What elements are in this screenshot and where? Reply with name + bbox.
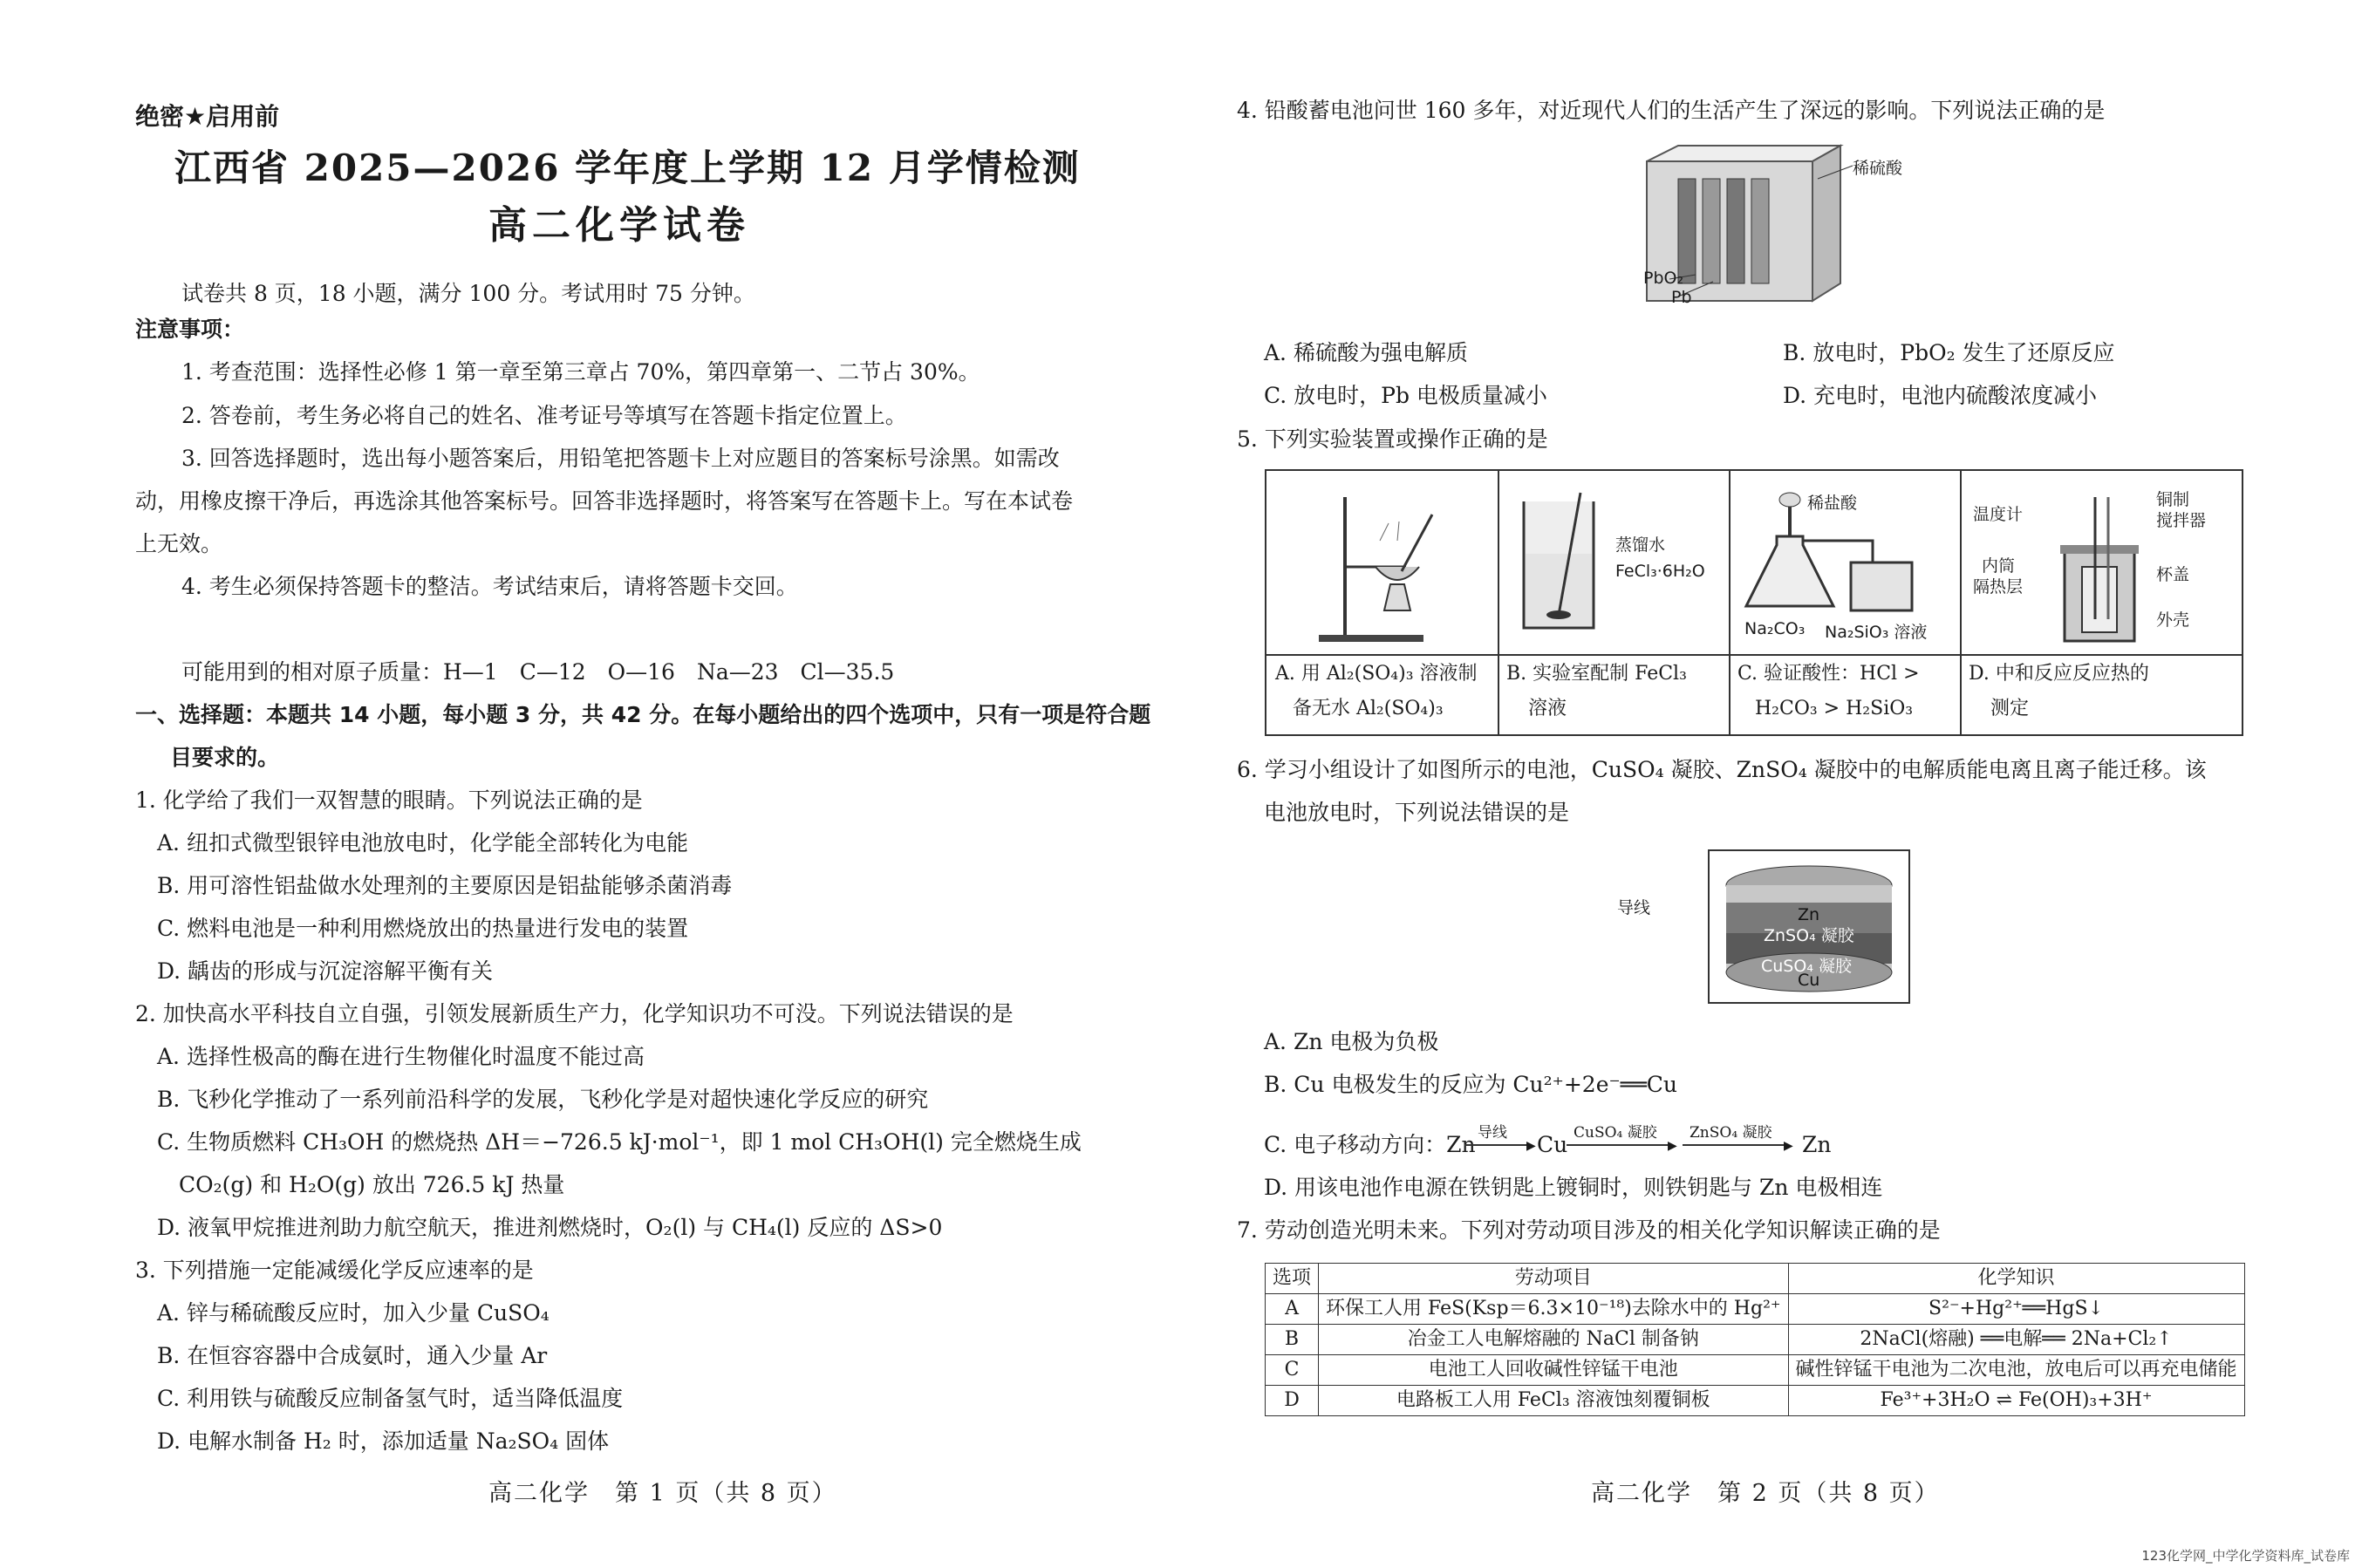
page-right [1181,0,2362,1568]
question-6-cont: 电池放电时，下列说法错误的是 [1264,800,1570,825]
table-cell: A [1266,1294,1319,1325]
table-cell: B [1266,1325,1319,1355]
notice-3b: 动，用橡皮擦干净后，再选涂其他答案标号。回答非选择题时，将答案写在答题卡上。写在本试卷 [135,488,1074,514]
label-na2sio3: Na₂SiO₃ 溶液 [1825,623,1928,642]
q5-option-a: A. 用 Al₂(SO₄)₃ 溶液制 [1275,663,1478,685]
notice-1: 1. 考查范围：选择性必修 1 第一章至第三章占 70%，第四章第一、二节占 30%。 [181,359,980,385]
arrow-1 [1464,1144,1530,1146]
q6-option-d: D. 用该电池作电源在铁钥匙上镀铜时，则铁钥匙与 Zn 电极相连 [1264,1175,1883,1200]
q1-option-c: C. 燃料电池是一种利用燃烧放出的热量进行发电的装置 [157,916,689,941]
battery-top [1647,146,1840,161]
notice-4: 4. 考生必须保持答题卡的整洁。考试结束后，请将答题卡交回。 [181,574,798,599]
q6-option-c: C. 电子移动方向：Zn [1264,1132,1476,1157]
arrow-2 [1567,1144,1671,1146]
q4-option-a: A. 稀硫酸为强电解质 [1264,340,1468,365]
section-1-heading: 一、选择题：本题共 14 小题，每小题 3 分，共 42 分。在每小题给出的四个选项中，只有一项是符合题 [135,702,1151,727]
plate-2 [1703,179,1720,283]
arrow-3 [1683,1144,1787,1146]
label-stirrer: 搅拌器 [2156,511,2207,530]
page-footer-2: 高二化学 第 2 页（共 8 页） [1591,1480,1940,1507]
table-cell: 环保工人用 FeS(Ksp＝6.3×10⁻¹⁸)去除水中的 Hg²⁺ [1319,1294,1788,1325]
q6-option-b: B. Cu 电极发生的反应为 Cu²⁺+2e⁻══Cu [1264,1072,1678,1097]
question-4: 4. 铅酸蓄电池问世 160 多年，对近现代人们的生活产生了深远的影响。下列说法正确的是 [1237,98,2106,123]
notice-heading: 注意事项： [135,317,245,342]
apparatus-beaker [1511,484,1607,637]
table-header-cell: 化学知识 [1788,1264,2244,1294]
page-footer-1: 高二化学 第 1 页（共 8 页） [488,1480,837,1507]
table-header-cell: 劳动项目 [1319,1264,1788,1294]
table-cell: Fe³⁺+3H₂O ⇌ Fe(OH)₃+3H⁺ [1788,1386,2244,1416]
apparatus-evaporating-dish [1301,488,1476,645]
table-cell: 2NaCl(熔融) ══电解══ 2Na+Cl₂↑ [1788,1325,2244,1355]
exam-subtitle: 高二化学试卷 [488,203,750,248]
q1-option-a: A. 纽扣式微型银锌电池放电时，化学能全部转化为电能 [157,830,688,856]
label-cu: Cu [1798,971,1820,990]
arrow-label-cuso4: CuSO₄ 凝胶 [1574,1124,1657,1142]
arrow-zn: Zn [1802,1132,1832,1157]
table-cell: S²⁻+Hg²⁺══HgS↓ [1788,1294,2244,1325]
q5-option-b-cont: 溶液 [1528,698,1567,719]
arrow-3-head: ▶ [1784,1139,1793,1153]
atomic-masses: 可能用到的相对原子质量：H—1 C—12 O—16 Na—23 Cl—35.5 [181,659,895,685]
table-cell: 碱性锌锰干电池为二次电池，放电后可以再充电储能 [1788,1355,2244,1386]
q3-option-d: D. 电解水制备 H₂ 时，添加适量 Na₂SO₄ 固体 [157,1428,610,1454]
notice-2: 2. 答卷前，考生务必将自己的姓名、准考证号等填写在答题卡指定位置上。 [181,403,907,428]
q4-option-b: B. 放电时，PbO₂ 发生了还原反应 [1783,340,2115,365]
plate-4 [1751,179,1769,283]
table-row [1266,1355,2245,1386]
label-zn: Zn [1798,905,1820,924]
arrow-label-znso4: ZnSO₄ 凝胶 [1690,1124,1772,1142]
label-insulation: 隔热层 [1973,577,2024,597]
q3-option-a: A. 锌与稀硫酸反应时，加入少量 CuSO₄ [157,1300,550,1326]
arrow-label-wire: 导线 [1478,1124,1507,1142]
q5-option-a-cont: 备无水 Al₂(SO₄)₃ [1293,698,1444,719]
label-fecl3: FeCl₃·6H₂O [1615,562,1705,581]
label-outer-shell: 外壳 [2156,610,2190,630]
q2-option-b: B. 飞秒化学推动了一系列前沿科学的发展，飞秒化学是对超快速化学反应的研究 [157,1087,929,1112]
label-dilute-hcl: 稀盐酸 [1807,494,1858,513]
plate-3 [1727,179,1744,283]
q2-option-c: C. 生物质燃料 CH₃OH 的燃烧热 ΔH＝−726.5 kJ·mol⁻¹，即 1 mol CH₃OH(l) 完全燃烧生成 [157,1129,1082,1155]
label-inner-cup: 内筒 [1982,556,2016,576]
q5-option-c: C. 验证酸性：HCl > [1737,663,1920,685]
label-copper: 铜制 [2156,490,2190,509]
label-na2co3: Na₂CO₃ [1744,619,1806,638]
apparatus-calorimeter [2047,497,2152,645]
table-row [1266,1325,2245,1355]
label-thermometer: 温度计 [1973,505,2024,524]
q4-option-c: C. 放电时，Pb 电极质量减小 [1264,383,1547,408]
q2-option-a: A. 选择性极高的酶在进行生物催化时温度不能过高 [157,1044,645,1069]
table-cell: 冶金工人电解熔融的 NaCl 制备钠 [1319,1325,1788,1355]
q5-option-d-cont: 测定 [1990,698,2030,719]
table-row [1266,1294,2245,1325]
q5-apparatus-table [1265,469,2243,736]
arrow-cu: Cu [1537,1132,1568,1157]
q1-option-d: D. 龋齿的形成与沉淀溶解平衡有关 [157,958,494,984]
label-distilled-water: 蒸馏水 [1615,535,1666,555]
q4-option-d: D. 充电时，电池内硫酸浓度减小 [1783,383,2098,408]
arrow-2-head: ▶ [1668,1139,1677,1153]
plate-1 [1678,179,1696,283]
table-cell: 电路板工人用 FeCl₃ 溶液蚀刻覆铜板 [1319,1386,1788,1416]
table-header-cell: 选项 [1266,1264,1319,1294]
table-row [1266,1386,2245,1416]
notice-3c: 上无效。 [135,531,223,556]
q5-option-d: D. 中和反应反应热的 [1969,663,2149,685]
battery-side [1812,146,1840,301]
q6-option-a: A. Zn 电极为负极 [1264,1029,1439,1054]
q3-option-c: C. 利用铁与硫酸反应制备氢气时，适当降低温度 [157,1386,624,1411]
label-pbo2: PbO₂ [1643,269,1684,288]
q3-option-b: B. 在恒容容器中合成氨时，通入少量 Ar [157,1343,548,1368]
label-wire: 导线 [1617,898,1651,917]
table-cell: 电池工人回收碱性锌锰干电池 [1319,1355,1788,1386]
intro-text: 试卷共 8 页，18 小题，满分 100 分。考试用时 75 分钟。 [181,281,755,306]
secret-mark: 绝密★启用前 [135,102,280,131]
section-1-heading-cont: 目要求的。 [170,745,280,770]
q7-table [1265,1263,2245,1416]
label-znso4-gel: ZnSO₄ 凝胶 [1764,926,1854,945]
q5-option-b: B. 实验室配制 FeCl₃ [1506,663,1687,685]
label-dilute-acid: 稀硫酸 [1853,159,1903,178]
exam-title: 江西省 2025—2026 学年度上学期 12 月学情检测 [174,147,1081,189]
question-3: 3. 下列措施一定能减缓化学反应速率的是 [135,1258,534,1283]
question-1: 1. 化学给了我们一双智慧的眼睛。下列说法正确的是 [135,787,643,813]
q1-option-b: B. 用可溶性铝盐做水处理剂的主要原因是铝盐能够杀菌消毒 [157,873,733,898]
q2-option-d: D. 液氧甲烷推进剂助力航空航天，推进剂燃烧时，O₂(l) 与 CH₄(l) 反应的 ΔS>0 [157,1215,943,1240]
watermark-text: 123化学网_中学化学资料库_试卷库 [2141,1548,2350,1564]
q5-option-c-cont: H₂CO₃ > H₂SiO₃ [1755,698,1914,719]
question-7: 7. 劳动创造光明未来。下列对劳动项目涉及的相关化学知识解读正确的是 [1237,1217,1941,1243]
label-pb: Pb [1671,288,1692,307]
question-2: 2. 加快高水平科技自立自强，引领发展新质生产力，化学知识功不可没。下列说法错误的是 [135,1001,1014,1026]
table-cell: C [1266,1355,1319,1386]
label-lid: 杯盖 [2156,565,2190,584]
question-6: 6. 学习小组设计了如图所示的电池，CuSO₄ 凝胶、ZnSO₄ 凝胶中的电解质能电离且离子能迁移。该 [1237,757,2207,782]
table-header-row [1266,1264,2245,1294]
q2-option-c-cont: CO₂(g) 和 H₂O(g) 放出 726.5 kJ 热量 [179,1172,565,1197]
table-cell: D [1266,1386,1319,1416]
arrow-1-head: ▶ [1526,1139,1536,1153]
question-5: 5. 下列实验装置或操作正确的是 [1237,426,1548,452]
notice-3a: 3. 回答选择题时，选出每小题答案后，用铅笔把答题卡上对应题目的答案标号涂黑。如需改 [181,446,1060,471]
label-cuso4-gel: CuSO₄ 凝胶 [1761,957,1852,976]
